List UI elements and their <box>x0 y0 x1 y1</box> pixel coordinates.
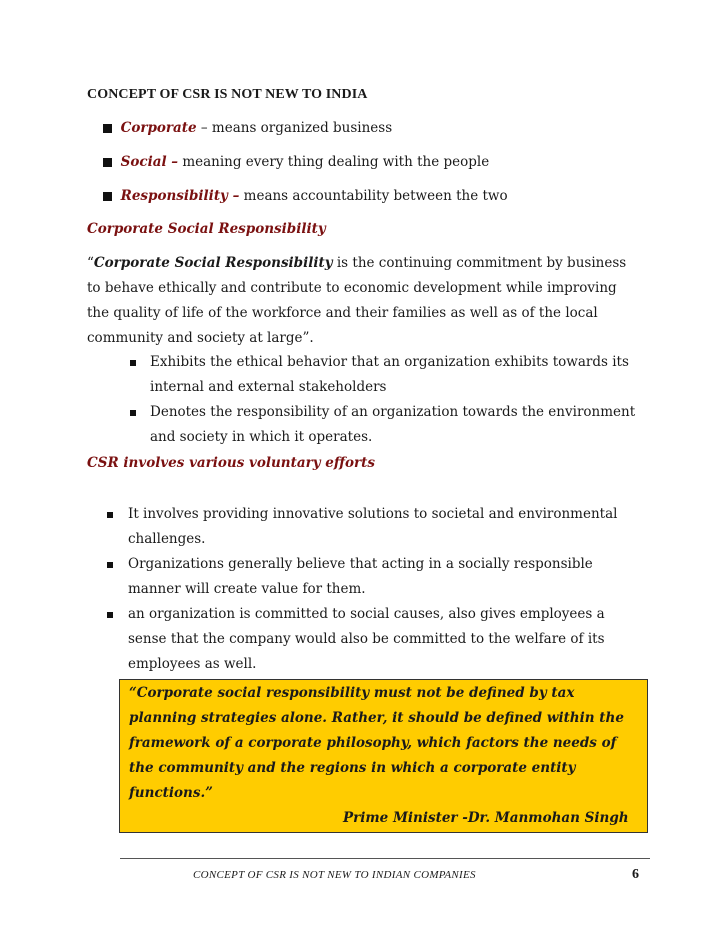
page-heading: CONCEPT OF CSR IS NOT NEW TO INDIA <box>87 87 368 102</box>
csr-section-title: Corporate Social Responsibility <box>87 221 326 237</box>
definition-term: Social – <box>120 154 179 170</box>
open-quote: “ <box>87 255 94 271</box>
quote-attribution: Prime Minister -Dr. Manmohan Singh <box>343 810 629 826</box>
bullet-item-line: sense that the company would also be committed to the welfare of its <box>128 631 605 647</box>
paragraph-line-3: the quality of life of the workforce and their families as well as of the local <box>87 305 598 321</box>
definition-item-responsibility <box>103 188 508 204</box>
small-square-bullet-icon <box>107 562 113 568</box>
page-number: 6 <box>632 867 639 882</box>
square-bullet-icon <box>103 124 112 133</box>
bullet-item-line: and society in which it operates. <box>150 429 373 445</box>
definition-item-social <box>103 154 489 170</box>
quote-line: the community and the regions in which a corporate entity <box>129 760 576 776</box>
square-bullet-icon <box>103 158 112 167</box>
quote-line: functions.” <box>129 785 213 801</box>
small-square-bullet-icon <box>130 410 136 416</box>
paragraph-line-2: to behave ethically and contribute to economic development while improving <box>87 280 617 296</box>
definition-text: – means organized business <box>196 120 393 136</box>
paragraph-line-4: community and society at large”. <box>87 330 314 346</box>
quote-line: planning strategies alone. Rather, it should be defined within the <box>129 710 624 726</box>
paragraph-term: Corporate Social Responsibility <box>93 255 333 271</box>
paragraph-line-1 <box>87 255 626 271</box>
quote-line: “Corporate social responsibility must not be defined by tax <box>129 685 575 701</box>
definition-term: Corporate <box>120 120 197 136</box>
efforts-section-title: CSR involves various voluntary efforts <box>87 455 375 471</box>
definition-text: means accountability between the two <box>239 188 508 204</box>
footer-rule <box>120 858 650 859</box>
bullet-item-line: manner will create value for them. <box>128 581 366 597</box>
bullet-item-line: an organization is committed to social causes, also gives employees a <box>128 606 605 622</box>
bullet-item-line: Organizations generally believe that acting in a socially responsible <box>128 556 593 572</box>
small-square-bullet-icon <box>130 360 136 366</box>
bullet-item-line: internal and external stakeholders <box>150 379 387 395</box>
quote-line: framework of a corporate philosophy, which factors the needs of <box>129 735 617 751</box>
small-square-bullet-icon <box>107 512 113 518</box>
bullet-item-line: challenges. <box>128 531 206 547</box>
square-bullet-icon <box>103 192 112 201</box>
definition-term: Responsibility – <box>120 188 240 204</box>
bullet-item-line: Denotes the responsibility of an organization towards the environment <box>150 404 636 420</box>
paragraph-text: is the continuing commitment by business <box>332 255 627 271</box>
bullet-item-line: It involves providing innovative solutions to societal and environmental <box>128 506 618 522</box>
definition-item-corporate <box>103 120 392 136</box>
footer-text: CONCEPT OF CSR IS NOT NEW TO INDIAN COMPANIES <box>193 869 476 881</box>
small-square-bullet-icon <box>107 612 113 618</box>
definition-text: meaning every thing dealing with the people <box>178 154 490 170</box>
bullet-item-line: employees as well. <box>128 656 257 672</box>
bullet-item-line: Exhibits the ethical behavior that an organization exhibits towards its <box>150 354 629 370</box>
